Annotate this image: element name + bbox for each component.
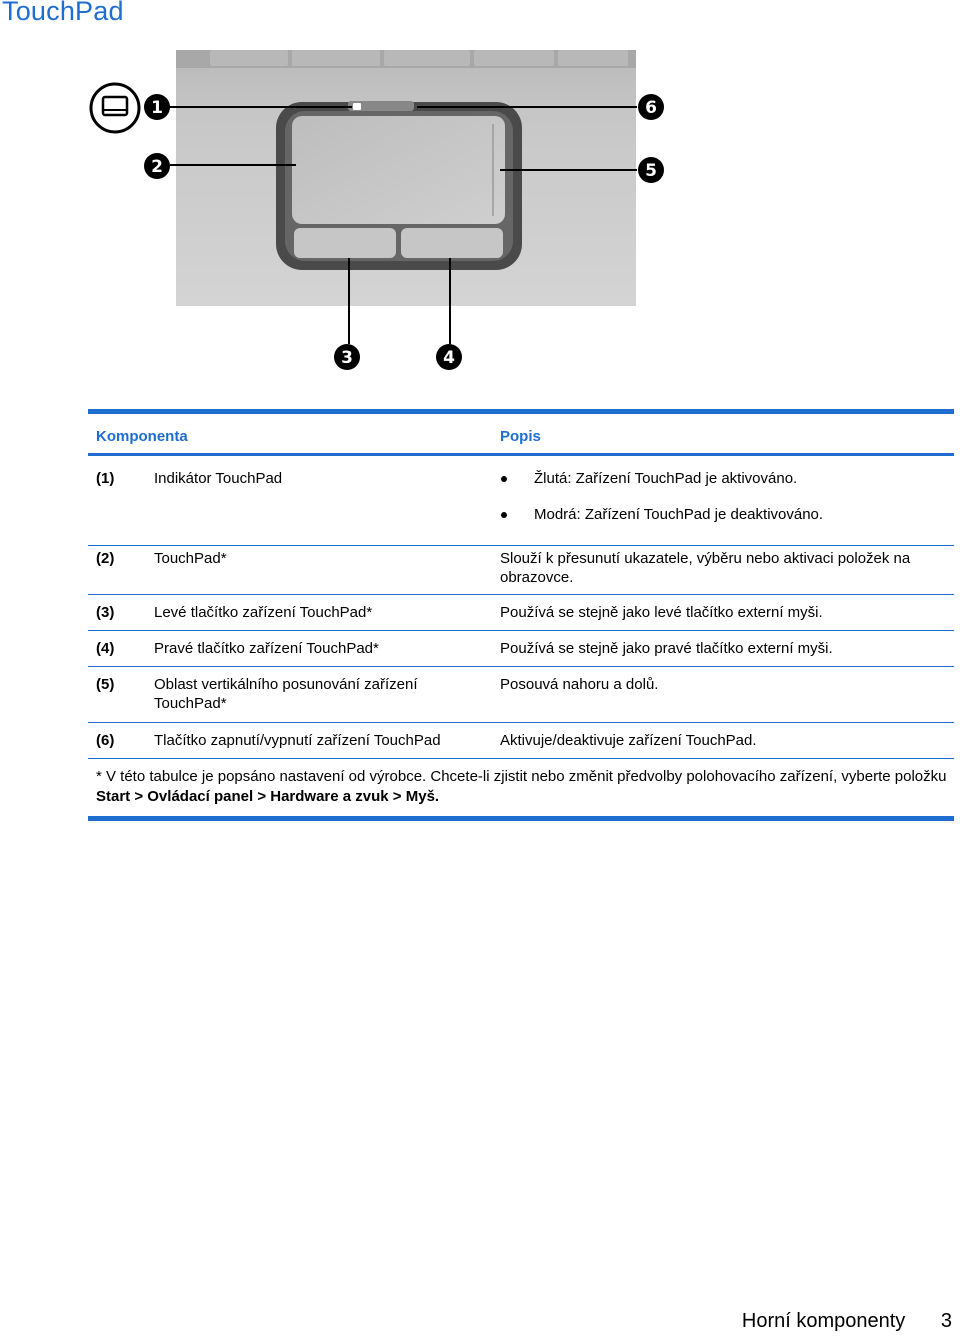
callout-3 xyxy=(334,344,360,370)
row-description: Posouvá nahoru a dolů. xyxy=(500,676,659,693)
row-number: (3) xyxy=(96,604,115,621)
row-number: (5) xyxy=(96,676,115,693)
svg-text:6: 6 xyxy=(645,98,657,118)
table-header xyxy=(88,414,954,453)
table-row xyxy=(88,595,954,631)
row-component: Indikátor TouchPad xyxy=(154,470,283,487)
row-number: (4) xyxy=(96,640,115,657)
footer-section: Horní komponenty xyxy=(741,1310,906,1332)
svg-text:2: 2 xyxy=(151,157,163,177)
row-component: TouchPad* xyxy=(154,550,227,567)
row-bullet-text: Žlutá: Zařízení TouchPad je aktivováno. xyxy=(534,470,798,487)
table-row xyxy=(88,631,954,667)
bullet-dot xyxy=(501,476,507,482)
table-bottom-rule xyxy=(88,816,954,821)
row-bullet-text: Modrá: Zařízení TouchPad je deaktivováno. xyxy=(534,506,824,523)
touchpad-icon xyxy=(91,84,139,132)
footnote-text: * V této tabulce je popsáno nastavení od výrobce. Chcete-li zjistit nebo změnit předvolby polohovacího zařízení, vyberte položku xyxy=(96,768,947,785)
page-number: 3 xyxy=(940,1310,952,1332)
page-footer xyxy=(742,1310,952,1333)
callout-6 xyxy=(638,94,664,120)
row-description: Aktivuje/deaktivuje zařízení TouchPad. xyxy=(500,732,757,749)
row-description: Používá se stejně jako pravé tlačítko externí myši. xyxy=(500,640,833,657)
row-number: (1) xyxy=(96,470,115,487)
left-touchpad-button xyxy=(294,228,396,258)
components-table xyxy=(88,409,954,821)
row-component: Tlačítko zapnutí/vypnutí zařízení TouchPad xyxy=(154,732,441,749)
callout-4 xyxy=(436,344,462,370)
bullet-dot xyxy=(501,512,507,518)
table-footnote xyxy=(88,759,954,816)
svg-text:4: 4 xyxy=(443,348,455,368)
row-component: Levé tlačítko zařízení TouchPad* xyxy=(154,604,373,621)
page-title: TouchPad xyxy=(2,0,124,26)
touchpad-indicator-light xyxy=(353,103,361,110)
callout-2 xyxy=(144,153,170,179)
touchpad-figure xyxy=(80,40,700,385)
svg-text:1: 1 xyxy=(151,98,163,118)
callout-5 xyxy=(638,157,664,183)
row-number: (6) xyxy=(96,732,115,749)
row-component: Pravé tlačítko zařízení TouchPad* xyxy=(154,640,379,657)
header-component: Komponenta xyxy=(96,428,188,445)
row-description: Používá se stejně jako levé tlačítko externí myši. xyxy=(500,604,823,621)
right-touchpad-button xyxy=(401,228,503,258)
svg-text:5: 5 xyxy=(645,161,657,181)
table-row xyxy=(88,667,954,723)
header-description: Popis xyxy=(500,428,541,445)
callout-1 xyxy=(144,94,170,120)
table-row xyxy=(88,723,954,759)
footnote-end: . xyxy=(434,788,440,805)
row-number: (2) xyxy=(96,550,115,567)
svg-text:3: 3 xyxy=(341,348,353,368)
table-row xyxy=(88,546,954,595)
row-component: Oblast vertikálního posunování zařízení TouchPad* xyxy=(154,676,418,712)
footnote-path: Start > Ovládací panel > Hardware a zvuk > Myš xyxy=(96,788,435,805)
table-row xyxy=(88,456,954,546)
touchpad-surface xyxy=(292,116,505,224)
row-description: Slouží k přesunutí ukazatele, výběru nebo aktivaci položek na obrazovce. xyxy=(500,550,911,586)
